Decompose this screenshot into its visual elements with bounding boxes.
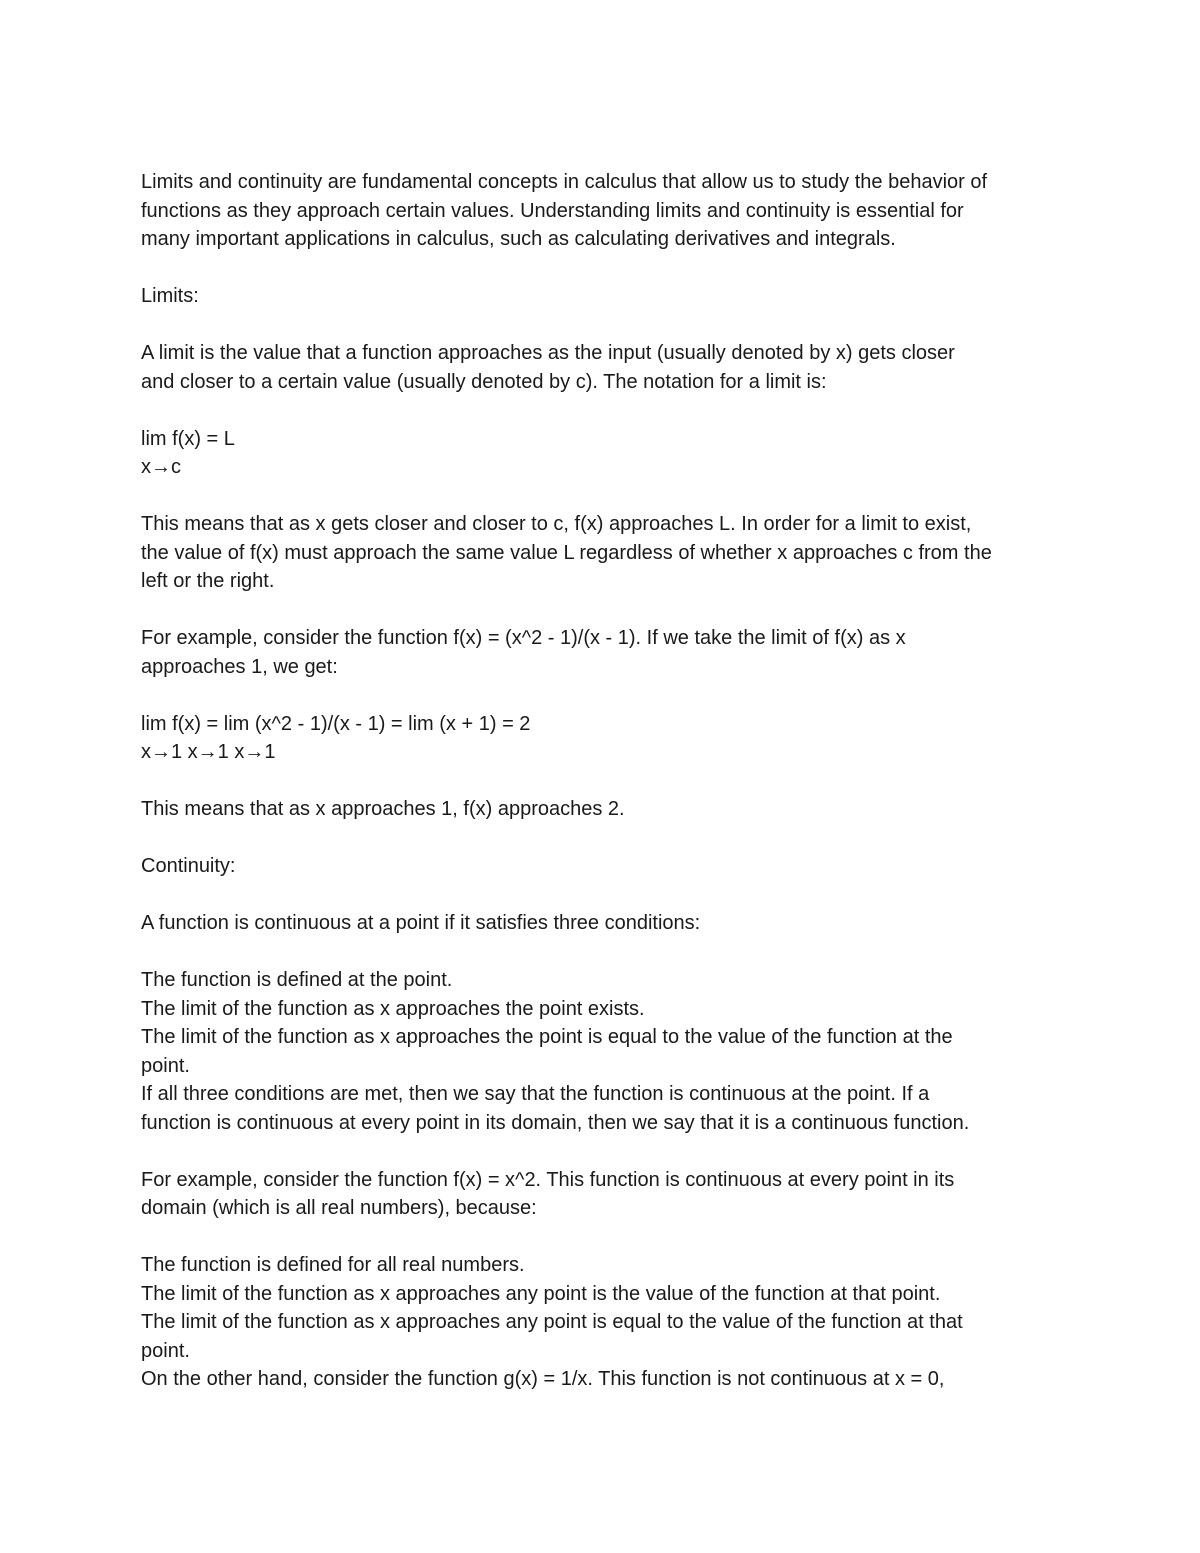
formula-line: lim f(x) = lim (x^2 - 1)/(x - 1) = lim (x + 1) = 2 [141, 712, 531, 735]
formula-line: lim f(x) = L [141, 427, 235, 450]
text-line: The limit of the function as x approaches any point is the value of the function at that point. [141, 1282, 941, 1305]
text-line: The limit of the function as x approaches any point is equal to the value of the function at that [141, 1311, 963, 1333]
text-line: functions as they approach certain values. Understanding limits and continuity is essential for [141, 199, 964, 222]
text-line: point. [141, 1339, 190, 1362]
text-line: The limit of the function as x approaches the point exists. [141, 997, 645, 1020]
formula-subscript-line: x→1 x→1 x→1 [141, 741, 276, 763]
text-line: domain (which is all real numbers), because: [141, 1197, 537, 1219]
text-line: For example, consider the function f(x) = (x^2 - 1)/(x - 1). If we take the limit of f(x) as x [141, 627, 906, 649]
text-line: and closer to a certain value (usually denoted by c). The notation for a limit is: [141, 370, 827, 393]
text-line: point. [141, 1054, 190, 1077]
text-line: For example, consider the function f(x) = x^2. This function is continuous at every point in its [141, 1168, 955, 1191]
text-line: approaches 1, we get: [141, 655, 338, 678]
limit-definition-paragraph [141, 339, 1071, 396]
text-line: Limits and continuity are fundamental concepts in calculus that allow us to study the behavior of [141, 171, 988, 193]
example2-intro-paragraph [141, 1166, 1071, 1223]
text-line: function is continuous at every point in its domain, then we say that it is a continuous function. [141, 1111, 970, 1134]
formula-subscript-line: x→c [141, 456, 181, 478]
text-line: The limit of the function as x approaches the point is equal to the value of the function at the [141, 1026, 953, 1048]
text-line: On the other hand, consider the function g(x) = 1/x. This function is not continuous at x = 0, [141, 1368, 945, 1390]
text-line: The function is defined at the point. [141, 969, 453, 991]
limit-notation [141, 425, 1071, 482]
example-intro-paragraph [141, 624, 1071, 681]
limits-heading: Limits: [141, 285, 199, 307]
continuity-definition: A function is continuous at a point if it satisfies three conditions: [141, 912, 701, 934]
text-line: the value of f(x) must approach the same value L regardless of whether x approaches c from the [141, 541, 992, 564]
example2-reasons-list [141, 1251, 1071, 1394]
example-formula [141, 710, 1071, 767]
text-line: many important applications in calculus, such as calculating derivatives and integrals. [141, 228, 896, 250]
limit-meaning-paragraph [141, 510, 1071, 596]
example-meaning: This means that as x approaches 1, f(x) approaches 2. [141, 798, 625, 820]
conditions-list [141, 966, 1071, 1137]
document-body [141, 168, 1071, 1394]
intro-paragraph [141, 168, 1071, 254]
text-line: A limit is the value that a function approaches as the input (usually denoted by x) gets closer [141, 342, 955, 364]
continuity-heading: Continuity: [141, 855, 236, 877]
text-line: left or the right. [141, 570, 275, 592]
text-line: This means that as x gets closer and closer to c, f(x) approaches L. In order for a limit to exist, [141, 513, 972, 535]
text-line: The function is defined for all real numbers. [141, 1254, 525, 1276]
text-line: If all three conditions are met, then we say that the function is continuous at the point. If a [141, 1083, 930, 1105]
